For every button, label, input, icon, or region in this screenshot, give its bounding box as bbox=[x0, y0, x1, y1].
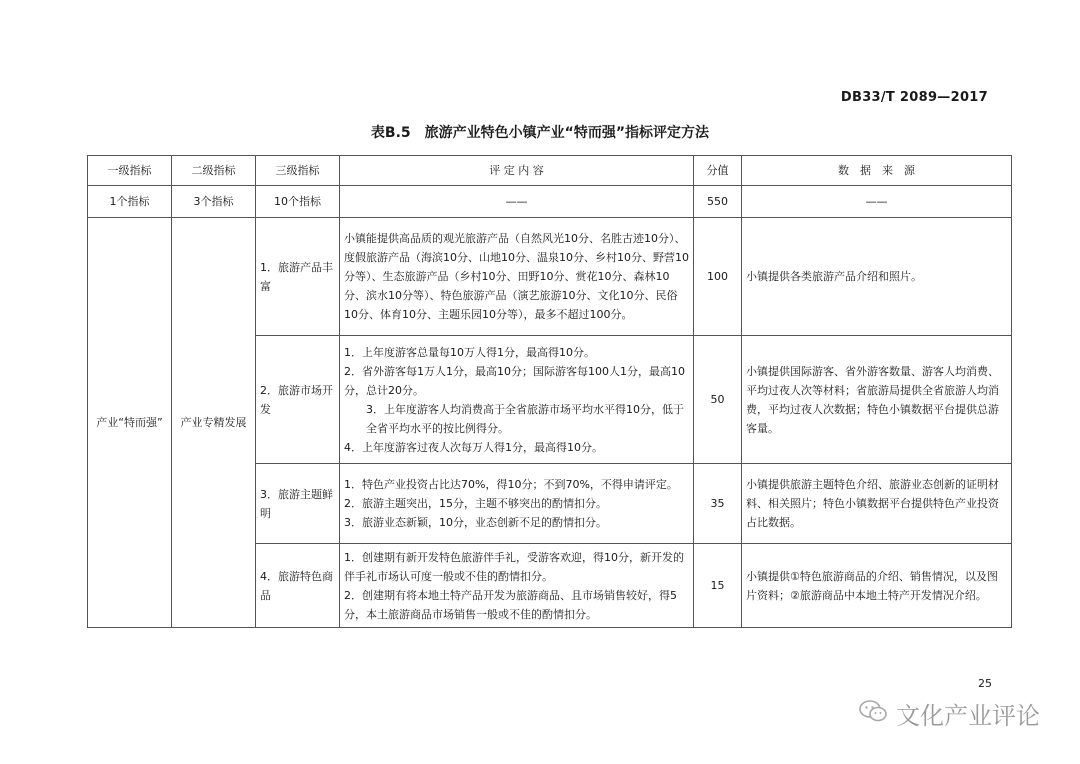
source-cell: 小镇提供旅游主题特色介绍、旅游业态创新的证明材料、相关照片；特色小镇数据平台提供特色产业投资占比数据。 bbox=[742, 464, 1012, 544]
source-cell: 小镇提供各类旅游产品介绍和照片。 bbox=[742, 218, 1012, 336]
content-cell bbox=[340, 544, 694, 628]
content-line: 1．特色产业投资占比达70%，得10分；不到70%，不得申请评定。 bbox=[344, 478, 678, 491]
level2-cell: 产业专精发展 bbox=[172, 218, 256, 628]
content-line: 1．上年度游客总量每10万人得1分，最高得10分。 bbox=[344, 345, 595, 359]
level3-cell: 1．旅游产品丰富 bbox=[256, 218, 340, 336]
header-level2: 二级指标 bbox=[172, 156, 256, 186]
summary-score: 550 bbox=[694, 186, 742, 218]
content-line: 4．上年度游客过夜人次每万人得1分，最高得10分。 bbox=[344, 440, 603, 454]
level1-cell: 产业“特而强” bbox=[88, 218, 172, 628]
summary-level3: 10个指标 bbox=[256, 186, 340, 218]
content-line: 2．旅游主题突出，15分，主题不够突出的酌情扣分。 bbox=[344, 497, 607, 510]
score-cell: 35 bbox=[694, 464, 742, 544]
content-cell bbox=[340, 464, 694, 544]
table-header-row bbox=[88, 156, 1012, 186]
summary-level2: 3个指标 bbox=[172, 186, 256, 218]
level3-cell: 2．旅游市场开发 bbox=[256, 336, 340, 464]
watermark bbox=[858, 696, 1040, 731]
level3-cell: 3．旅游主题鲜明 bbox=[256, 464, 340, 544]
wechat-icon bbox=[858, 698, 888, 730]
content-line: 2．创建期有将本地土特产品开发为旅游商品、且市场销售较好，得5分，本土旅游商品市场销售一般或不佳的酌情扣分。 bbox=[344, 588, 677, 621]
page-number: 25 bbox=[978, 677, 992, 690]
source-cell: 小镇提供①特色旅游商品的介绍、销售情况，以及图片资料；②旅游商品中本地土特产开发情况介绍。 bbox=[742, 544, 1012, 628]
header-content: 评 定 内 容 bbox=[340, 156, 694, 186]
content-cell bbox=[340, 336, 694, 464]
summary-level1: 1个指标 bbox=[88, 186, 172, 218]
level3-cell: 4．旅游特色商品 bbox=[256, 544, 340, 628]
table-row bbox=[88, 218, 1012, 336]
content-line: 1．创建期有新开发特色旅游伴手礼，受游客欢迎，得10分，新开发的伴手礼市场认可度一般或不佳的酌情扣分。 bbox=[344, 550, 684, 583]
document-code: DB33/T 2089—2017 bbox=[840, 90, 988, 105]
header-source: 数 据 来 源 bbox=[742, 156, 1012, 186]
header-level1: 一级指标 bbox=[88, 156, 172, 186]
source-cell: 小镇提供国际游客、省外游客数量、游客人均消费、平均过夜人次等材料；省旅游局提供全省旅游人均消费，平均过夜人次数据；特色小镇数据平台提供总游客量。 bbox=[742, 336, 1012, 464]
summary-content: —— bbox=[340, 186, 694, 218]
score-cell: 100 bbox=[694, 218, 742, 336]
content-line: 3．旅游业态新颖，10分，业态创新不足的酌情扣分。 bbox=[344, 516, 607, 529]
summary-row bbox=[88, 186, 1012, 218]
score-cell: 50 bbox=[694, 336, 742, 464]
content-line: 2．省外游客每1万人1分，最高10分；国际游客每100人1分，最高10分，总计20分。 bbox=[344, 364, 685, 397]
header-score: 分值 bbox=[694, 156, 742, 186]
summary-source: —— bbox=[742, 186, 1012, 218]
evaluation-table bbox=[87, 155, 1012, 628]
header-level3: 三级指标 bbox=[256, 156, 340, 186]
watermark-text: 文化产业评论 bbox=[896, 702, 1040, 730]
score-cell: 15 bbox=[694, 544, 742, 628]
content-line: 小镇能提供高品质的观光旅游产品（自然风光10分、名胜古迹10分）、度假旅游产品（海滨10分、山地10分、温泉10分、乡村10分、野营10分等）、生态旅游产品（乡村10分、田野10分、赏花10分、森林10分、滨水10分等）、特色旅游产品（演艺旅游10分、文化10分、民俗10分、体育10分、主题乐园10分等），最多不超过100分。 bbox=[344, 232, 689, 321]
table-title: 表B.5 旅游产业特色小镇产业“特而强”指标评定方法 bbox=[370, 125, 710, 141]
content-cell bbox=[340, 218, 694, 336]
content-line: 3．上年度游客人均消费高于全省旅游市场平均水平得10分，低于全省平均水平的按比例得分。 bbox=[366, 402, 684, 435]
